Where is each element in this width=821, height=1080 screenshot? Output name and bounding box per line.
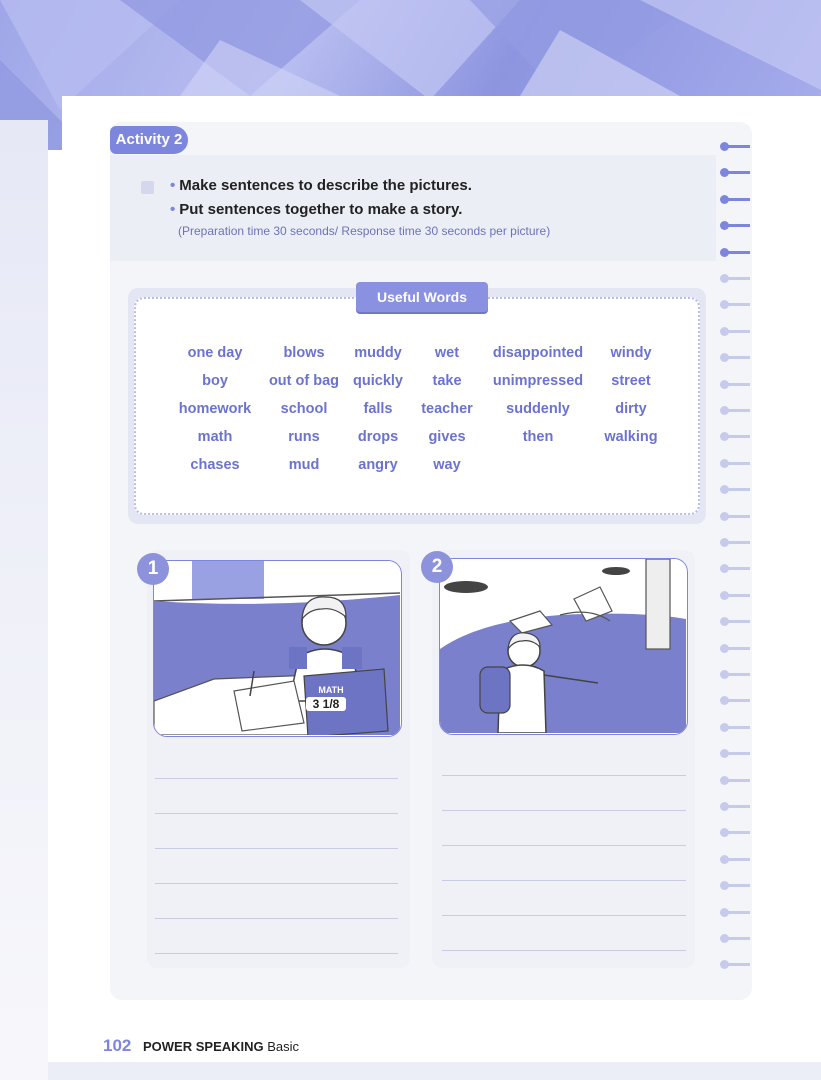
binder-ring [720, 804, 750, 809]
answer-line[interactable] [155, 883, 398, 884]
picture-2-frame [439, 558, 688, 735]
word: take [432, 373, 462, 389]
binder-ring [720, 250, 750, 255]
binder-ring [720, 302, 750, 307]
word: teacher [421, 401, 473, 417]
picture-2-number: 2 [421, 551, 453, 583]
word: street [611, 373, 651, 389]
word: drops [357, 429, 399, 445]
answer-line[interactable] [155, 918, 398, 919]
answer-line[interactable] [442, 845, 686, 846]
binder-ring [720, 382, 750, 387]
word: runs [288, 429, 320, 445]
binder-ring [720, 910, 750, 915]
word: unimpressed [492, 373, 584, 389]
word: blows [283, 345, 325, 361]
instruction-2-text: Put sentences together to make a story. [179, 201, 463, 218]
word: then [522, 429, 554, 445]
binder-ring [720, 857, 750, 862]
binder-ring [720, 514, 750, 519]
book-series-bold: POWER SPEAKING [143, 1039, 264, 1054]
word: mud [288, 457, 320, 473]
answer-line[interactable] [442, 915, 686, 916]
word: wet [434, 345, 460, 361]
word: dirty [615, 401, 647, 417]
binder-ring [720, 698, 750, 703]
bullet-icon: • [170, 177, 176, 194]
activity-badge: Activity 2 [110, 126, 188, 154]
bottom-margin-strip [48, 1062, 821, 1080]
answer-line[interactable] [442, 880, 686, 881]
binder-ring [720, 355, 750, 360]
answer-line[interactable] [155, 953, 398, 954]
answer-line[interactable] [442, 775, 686, 776]
binder-ring [720, 408, 750, 413]
word: windy [610, 345, 652, 361]
book-series-level: Basic [267, 1039, 300, 1054]
word: suddenly [506, 401, 570, 417]
binder-ring [720, 540, 750, 545]
word: math [197, 429, 233, 445]
word: out of bag [268, 373, 340, 389]
binder-ring [720, 672, 750, 677]
instruction-1 [170, 177, 472, 194]
left-margin-strip [0, 120, 48, 1080]
binder-ring [720, 778, 750, 783]
word: boy [202, 373, 228, 389]
word: falls [363, 401, 393, 417]
instruction-1-text: Make sentences to describe the pictures. [179, 177, 472, 194]
binder-ring [720, 619, 750, 624]
book-fraction: 3 1/8 [306, 697, 346, 711]
book-series-title [143, 1039, 299, 1054]
word: muddy [354, 345, 402, 361]
useful-words-title: Useful Words [356, 282, 488, 312]
page-number: 102 [103, 1036, 132, 1055]
binder-ring [720, 170, 750, 175]
binder-ring [720, 276, 750, 281]
word: way [433, 457, 461, 473]
timing-note: (Preparation time 30 seconds/ Response time 30 seconds per picture) [178, 224, 551, 238]
binder-ring [720, 197, 750, 202]
word: disappointed [492, 345, 584, 361]
binder-ring [720, 830, 750, 835]
book-title: MATH [318, 685, 344, 695]
word: chases [190, 457, 240, 473]
word: angry [358, 457, 398, 473]
word: homework [178, 401, 252, 417]
binder-ring [720, 566, 750, 571]
bullet-icon: • [170, 201, 176, 218]
answer-line[interactable] [155, 778, 398, 779]
answer-line[interactable] [155, 813, 398, 814]
answer-line[interactable] [442, 950, 686, 951]
binder-ring [720, 883, 750, 888]
binder-ring [720, 461, 750, 466]
picture-1-frame [153, 560, 402, 737]
answer-line[interactable] [442, 810, 686, 811]
picture-1-number: 1 [137, 553, 169, 585]
answer-line[interactable] [155, 848, 398, 849]
binder-ring [720, 962, 750, 967]
binder-ring [720, 434, 750, 439]
binder-ring [720, 593, 750, 598]
instruction-2 [170, 201, 462, 218]
word: one day [187, 345, 243, 361]
word: school [280, 401, 328, 417]
picture-2-illustration [440, 559, 686, 733]
binder-ring [720, 329, 750, 334]
binder-ring [720, 725, 750, 730]
word: quickly [353, 373, 403, 389]
checkbox-square-icon [141, 181, 154, 194]
binder-ring [720, 487, 750, 492]
binder-ring [720, 646, 750, 651]
binder-ring [720, 144, 750, 149]
binder-ring [720, 223, 750, 228]
word: walking [604, 429, 658, 445]
picture-1-illustration [154, 561, 400, 735]
binder-ring [720, 936, 750, 941]
binder-ring [720, 751, 750, 756]
word: gives [428, 429, 466, 445]
